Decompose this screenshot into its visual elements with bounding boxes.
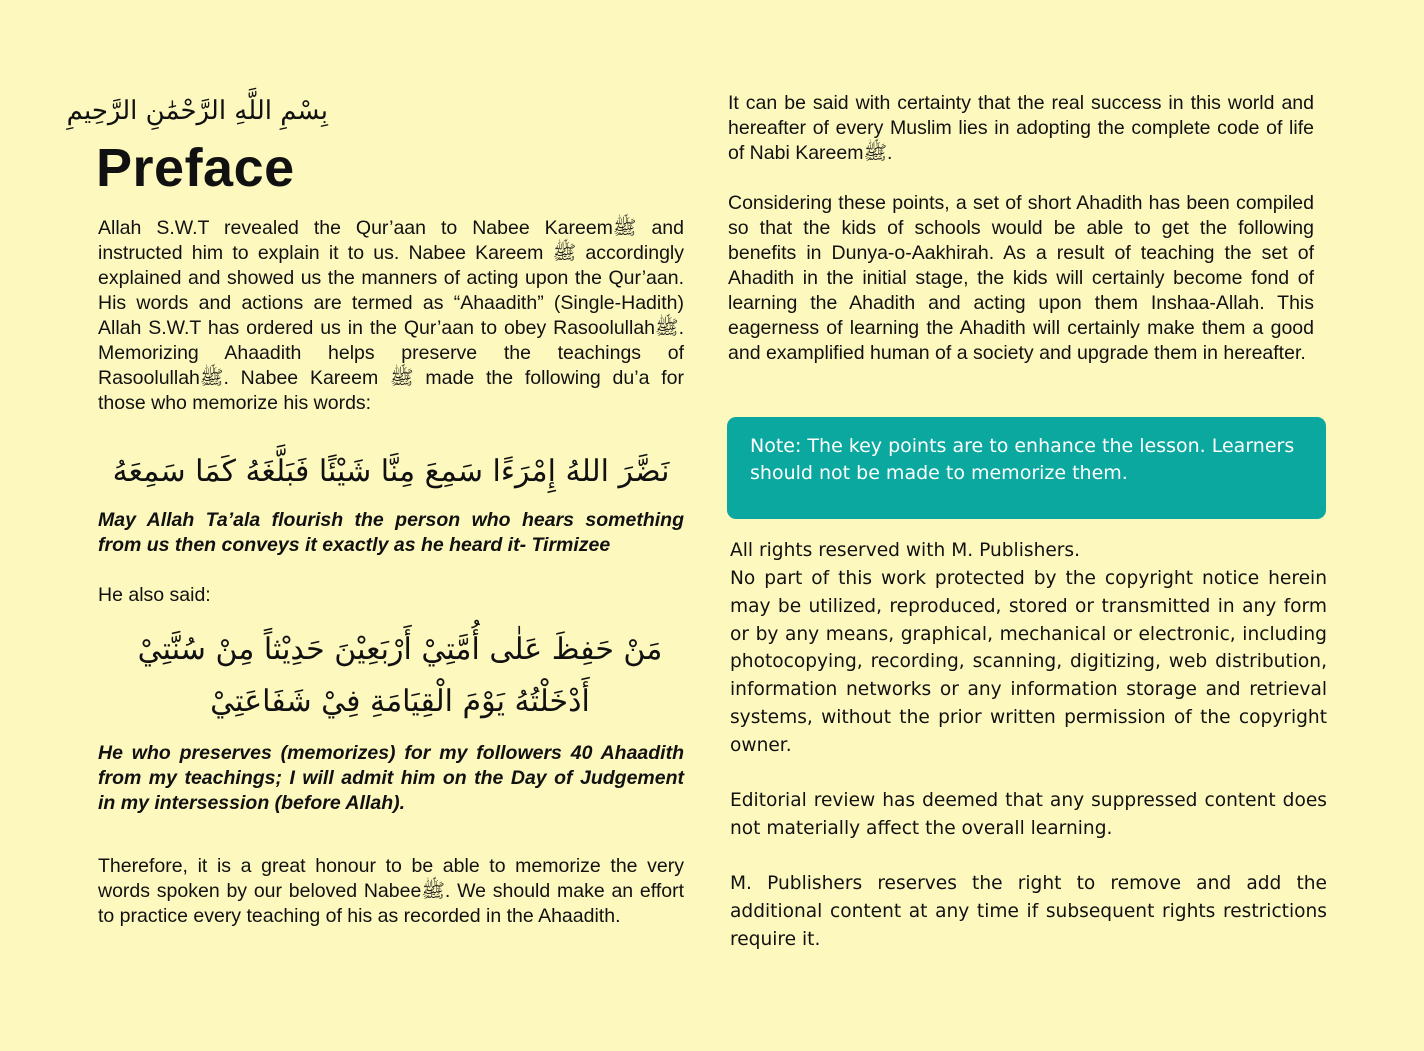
translation-1: May Allah Ta’ala flourish the person who hears something from us then conveys it exactly as he heard it- Tirmizee — [98, 509, 684, 556]
arabic-hadith-2-line2: أَدْخَلْتُهُ يَوْمَ الْقِيَامَةِ فِيْ شَفَاعَتِيْ — [210, 684, 590, 719]
arabic-hadith-2-line1: مَنْ حَفِظَ عَلٰى أُمَّتِيْ أَرْبَعِيْنَ حَدِيْثاً مِنْ سُنَّتِيْ — [137, 632, 663, 667]
bismillah-calligraphy: بِسْمِ اللَّهِ الرَّحْمَٰنِ الرَّحِيمِ — [66, 96, 328, 126]
translation-2: He who preserves (memorizes) for my followers 40 Ahaadith from my teachings; I will admit him on the Day of Judgement in my intersession (before Allah). — [98, 742, 684, 814]
intro-paragraph: Allah S.W.T revealed the Qur’aan to Nabee Kareemﷺ and instructed him to explain it to us. Nabee Kareem ﷺ accordingly explained and showed us the manners of acting upon the Qur’aan. His words and actions are termed as “Ahaadith” (Single-Hadith) Allah S.W.T has ordered us in the Qur’aan to obey Rasoolullahﷺ. Memorizing Ahaadith helps preserve the teachings of Rasoolullahﷺ. Nabee Kareem ﷺ made the following du’a for those who memorize his words: — [98, 217, 684, 414]
note-text: Note: The key points are to enhance the lesson. Learners should not be made to memorize them. — [750, 435, 1295, 484]
success-paragraph: It can be said with certainty that the real success in this world and hereafter of every Muslim lies in adopting the complete code of life of Nabi Kareemﷺ. — [728, 92, 1314, 164]
note-box — [727, 417, 1326, 519]
arabic-hadith-1: نَضَّرَ اللهُ إِمْرَءًا سَمِعَ مِنَّا شَيْئًا فَبَلَّغَهُ كَمَا سَمِعَهُ — [112, 454, 670, 489]
publisher-reserves: M. Publishers reserves the right to remove and add the additional content at any time if subsequent rights restrictions require it. — [730, 873, 1327, 950]
considering-paragraph: Considering these points, a set of short Ahadith has been compiled so that the kids of schools would be able to get the following benefits in Dunya-o-Aakhirah. As a result of teaching the set of Ahadith in the initial stage, the kids will certainly become fond of learning the Ahadith and acting upon them Inshaa-Allah. This eagerness of learning the Ahadith will certainly make them a good and examplified human of a society and upgrade them in hereafter. — [728, 192, 1314, 364]
copyright-notice: No part of this work protected by the copyright notice herein may be utilized, reproduced, stored or transmitted in any form or by any means, graphical, mechanical or electronic, including photocopying, recording, scanning, digitizing, web distribution, information networks or any information storage and retrieval systems, without the prior written permission of the copyright owner. — [730, 568, 1327, 756]
also-said: He also said: — [98, 584, 211, 606]
rights-reserved: All rights reserved with M. Publishers. — [730, 540, 1081, 561]
conclusion-paragraph: Therefore, it is a great honour to be able to memorize the very words spoken by our beloved Nabeeﷺ. We should make an effort to practice every teaching of his as recorded in the Ahaadith. — [98, 855, 684, 927]
page-title: Preface — [96, 138, 295, 198]
editorial-notice: Editorial review has deemed that any suppressed content does not materially affect the overall learning. — [730, 790, 1327, 839]
